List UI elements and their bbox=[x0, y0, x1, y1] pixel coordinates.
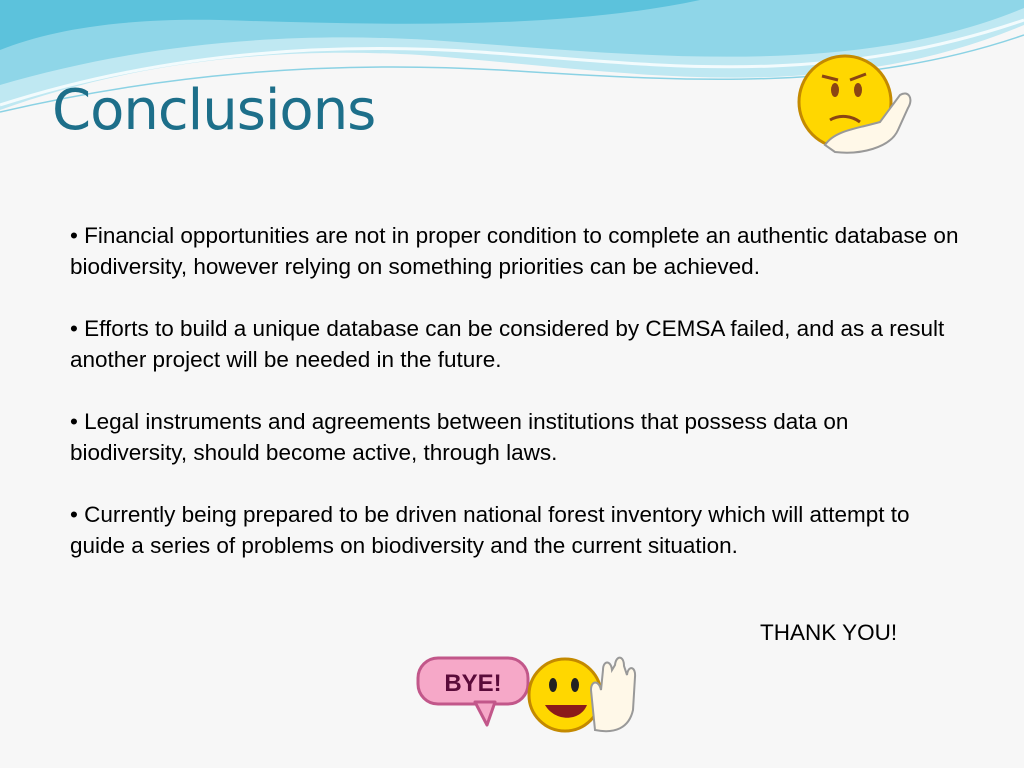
thinking-smiley-icon bbox=[790, 50, 915, 160]
bullet-item: • Efforts to build a unique database can be considered by CEMSA failed, and as a result another project will be needed in the future. bbox=[70, 316, 945, 372]
waving-smiley-icon bbox=[415, 650, 650, 735]
bullet-item: • Currently being prepared to be driven national forest inventory which will attempt to guide a series of problems on biodiversity and the current situation. bbox=[70, 502, 910, 558]
thank-you-text: THANK YOU! bbox=[760, 620, 898, 645]
bye-bubble-text: BYE! bbox=[444, 670, 502, 697]
slide-title: Conclusions bbox=[52, 78, 376, 143]
bullet-item: • Financial opportunities are not in proper condition to complete an authentic database on biodiversity, however relying on something priorities can be achieved. bbox=[70, 223, 959, 279]
bullet-list bbox=[70, 220, 970, 592]
bullet-item: • Legal instruments and agreements between institutions that possess data on biodiversity, should become active, through laws. bbox=[70, 409, 849, 465]
